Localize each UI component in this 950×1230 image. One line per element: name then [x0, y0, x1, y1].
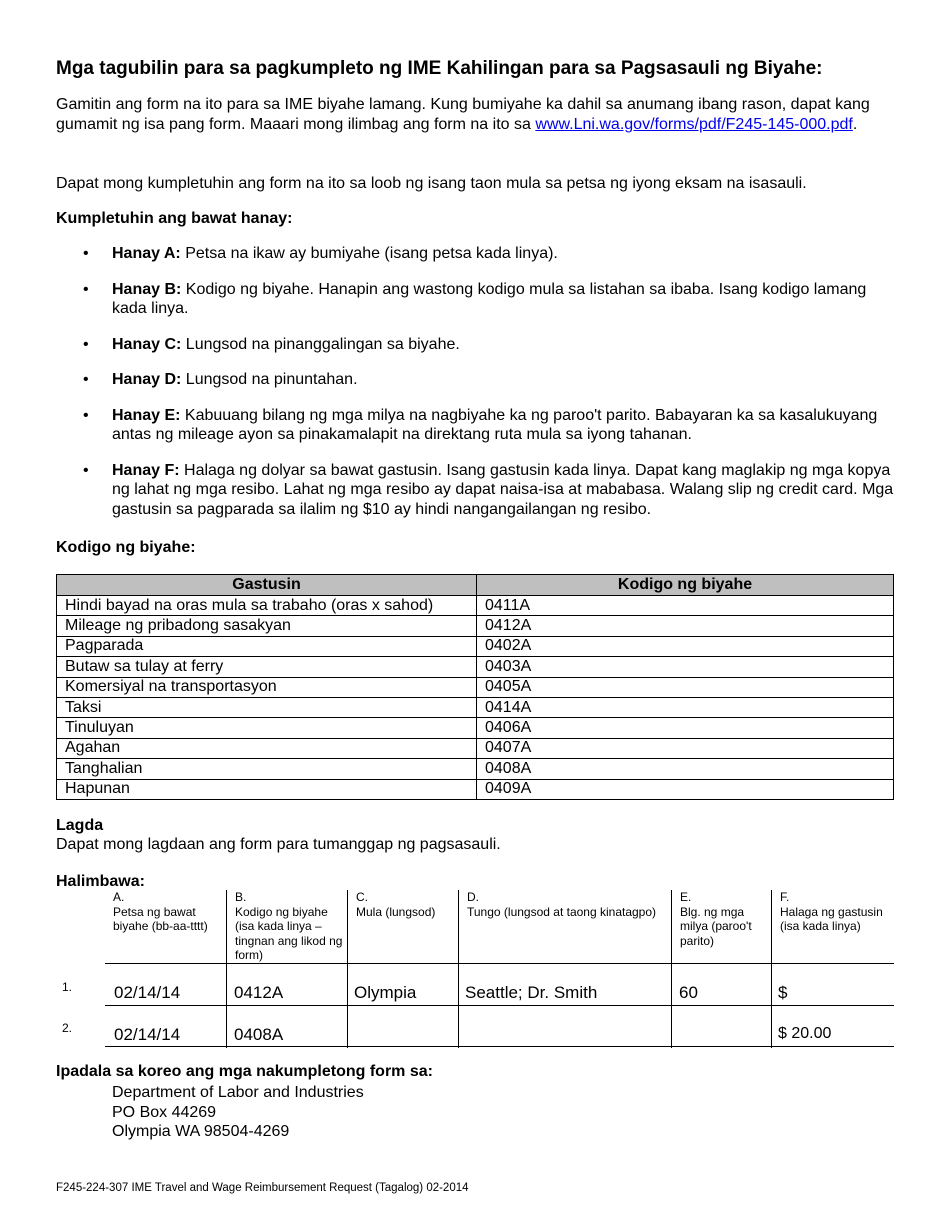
table-row: Pagparada 0402A [57, 636, 894, 656]
address-line: PO Box 44269 [112, 1103, 217, 1121]
example-amount: $ 20.00 [778, 1025, 832, 1042]
address-line: Department of Labor and Industries [112, 1084, 364, 1101]
columns-heading: Kumpletuhin ang bawat hanay: [56, 210, 293, 227]
divider [105, 963, 894, 964]
bullet-icon: • [83, 245, 89, 262]
intro-paragraph: Gamitin ang form na ito para sa IME biyahe lamang. Kung bumiyahe ka dahil sa anumang ibang rason, dapat kang gumamit ng isa pang form. Maaari mong ilimbag ang form na ito sa www.Lni.wa.gov/forms/pdf/F245-145-000.pdf. [56, 96, 870, 133]
example-col-f: F. Halaga ng gastusin (isa kada linya) [771, 890, 894, 1048]
table-row: Tinuluyan 0406A [57, 718, 894, 738]
bullet-icon: • [83, 406, 89, 424]
travel-code-table [56, 574, 894, 800]
table-row: Butaw sa tulay at ferry 0403A [57, 657, 894, 677]
form-link[interactable]: www.Lni.wa.gov/forms/pdf/F245-145-000.pdf [535, 115, 853, 133]
example-date: 02/14/14 [114, 983, 181, 1002]
page-title: Mga tagubilin para sa pagkumpleto ng IME Kahilingan para sa Pagsasauli ng Biyahe: [56, 58, 823, 79]
signature-text: Dapat mong lagdaan ang form para tumanggap ng pagsasauli. [56, 836, 501, 853]
row-number: 2. [62, 1021, 73, 1035]
deadline-text: Dapat mong kumpletuhin ang form na ito sa loob ng isang taon mula sa petsa ng iyong eksam na isasauli. [56, 175, 807, 192]
form-footer: F245-224-307 IME Travel and Wage Reimbursement Request (Tagalog) 02-2014 [56, 1182, 469, 1194]
column-header: Kodigo ng biyahe [477, 575, 894, 596]
table-row: Hindi bayad na oras mula sa trabaho (oras x sahod) 0411A [57, 596, 894, 616]
example-code: 0408A [234, 1025, 284, 1044]
signature-heading: Lagda [56, 817, 104, 834]
mailing-address [112, 1083, 364, 1142]
divider [105, 1005, 894, 1006]
list-item: • Hanay E: Kabuuang bilang ng mga milya na nagbiyahe ka ng paroo't parito. Babayaran ka sa kasalukuyang antas ng mileage ayon sa pinakamalapit na direktang ruta mula sa iyong tahanan. [83, 406, 878, 443]
example-miles: 60 [679, 983, 698, 1002]
bullet-icon: • [83, 461, 89, 479]
row-number: 1. [62, 980, 73, 994]
example-col-b: B. Kodigo ng biyahe (isa kada linya – tingnan ang likod ng form) [226, 890, 347, 1048]
mail-heading: Ipadala sa koreo ang mga nakumpletong form sa: [56, 1063, 433, 1080]
codes-heading: Kodigo ng biyahe: [56, 539, 196, 556]
table-row: Hapunan 0409A [57, 779, 894, 799]
columns-list [56, 244, 896, 535]
address-line: Olympia WA 98504-4269 [112, 1123, 290, 1140]
list-item: • Hanay F: Halaga ng dolyar sa bawat gastusin. Isang gastusin kada linya. Dapat kang maglakip ng mga kopya ng lahat ng mga resibo. Lahat ng mga resibo ay dapat naisa-isa at mababasa. Walang slip ng credit card. Mga gastusin sa pagparada sa ilalim ng $10 ay hindi nangangailangan ng resibo. [83, 461, 894, 518]
example-col-d: D. Tungo (lungsod at taong kinatagpo) [458, 890, 671, 1048]
table-row: Agahan 0407A [57, 738, 894, 758]
table-row: Komersiyal na transportasyon 0405A [57, 677, 894, 697]
example-date: 02/14/14 [114, 1025, 181, 1044]
list-item: • Hanay B: Kodigo ng biyahe. Hanapin ang wastong kodigo mula sa listahan sa ibaba. Isang kodigo lamang kada linya. [83, 280, 867, 317]
table-row: Mileage ng pribadong sasakyan 0412A [57, 616, 894, 636]
example-to: Seattle; Dr. Smith [465, 983, 598, 1002]
example-table [56, 890, 894, 1048]
list-item: • Hanay A: Petsa na ikaw ay bumiyahe (isang petsa kada linya). [83, 245, 558, 262]
list-item: • Hanay D: Lungsod na pinuntahan. [83, 371, 358, 388]
bullet-icon: • [83, 371, 89, 388]
table-row: Taksi 0414A [57, 697, 894, 717]
example-code: 0412A [234, 983, 284, 1002]
example-col-a: A. Petsa ng bawat biyahe (bb-aa-tttt) [113, 890, 208, 933]
example-heading: Halimbawa: [56, 873, 145, 890]
column-header: Gastusin [57, 575, 477, 596]
table-row: Tanghalian 0408A [57, 759, 894, 779]
example-col-e: E. Blg. ng mga milya (paroo't parito) [671, 890, 771, 1048]
example-from: Olympia [354, 983, 417, 1002]
bullet-icon: • [83, 280, 89, 298]
example-col-c: C. Mula (lungsod) [347, 890, 458, 1048]
example-amount: $ [778, 983, 788, 1002]
intro-text: Gamitin ang form na ito para sa IME biyahe lamang. Kung bumiyahe ka dahil sa anumang ibang rason, dapat kang gumamit ng isa pang form. Maaari mong ilimbag ang form na ito sa [56, 96, 870, 133]
divider [105, 1046, 894, 1047]
list-item: • Hanay C: Lungsod na pinanggalingan sa biyahe. [83, 335, 460, 353]
table-header-row [57, 575, 894, 596]
bullet-icon: • [83, 335, 89, 353]
